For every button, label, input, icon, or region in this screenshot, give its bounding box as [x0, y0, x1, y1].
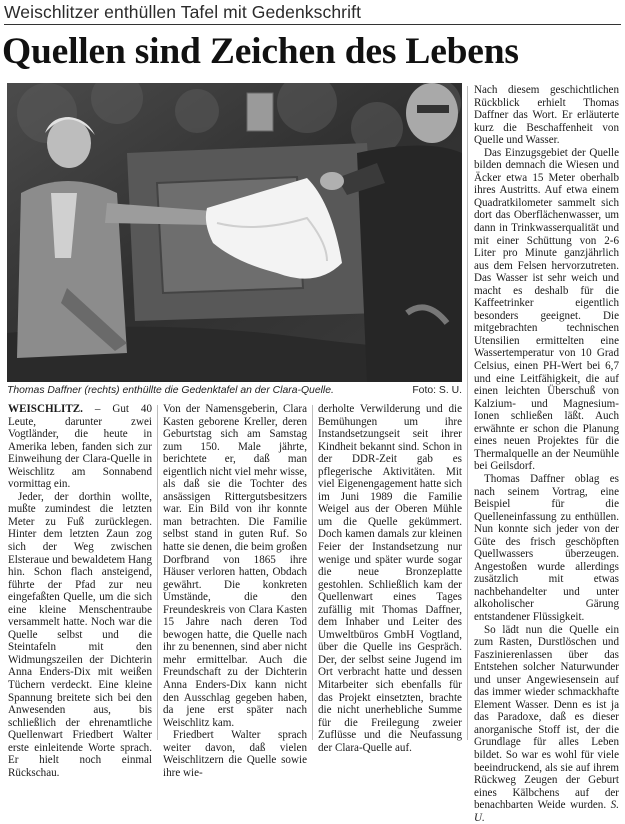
paragraph: Jeder, der dorthin wollte, mußte zumindest die letzten Meter zu Fuß zurücklegen. Hinter dem letzten Zaun zog sich der Weg zwischen Elsteraue und bewaldetem Hang hin. Schon flach ansteigend, führte der Pfad zur neu eingefaßten Quelle, um die sich eine kleine Menschentraube versammelt hatte. Noch war die Quelle selbst und die Steintafeln mit den Widmungszeilen der Dichterin Anna Enders-Dix mit weißen Tüchern verdeckt. Eine kleine Spannung breitete sich bei den Anwesenden aus, bis schließlich der ehrenamtliche Quellenwart Friedbert Walter erste einleitende Worte sprach. Er hielt noch einmal Rückschau.: [8, 490, 152, 779]
caption-text: Thomas Daffner (rechts) enthüllte die Gedenktafel an der Clara-Quelle.: [7, 385, 334, 396]
column-4: [474, 84, 619, 824]
article-photo: [7, 83, 462, 382]
author-signature: S. U.: [474, 799, 619, 824]
paragraph: Das Einzugsgebiet der Quelle bilden demnach die Wiesen und Äcker etwa 15 Meter oberhalb ihres Austritts. Auf etwa einem Quadratkilometer sammelt sich dort das Oberflächenwasser, um dann in Trinkwasserqualität und mit einer Schüttung von 2-6 Liter pro Minute ganzjährlich aus dem Felsen hervorzutreten. Das Wasser ist sehr weich und macht es deshalb für die Kaffeetrinker eigentlich besonders geeignet. Die mitgebrachten technischen Utensilien ermittelten eine Wassertemperatur von 10 Grad Celsius, einen PH-Wert bei 6,7 und eine Leitfähigkeit, die auf einen leichten Überschuß von Kalzium- und Magnesium-Ionen schließen läßt. Auch erwähnte er schon die Planung eines neuen Projektes für die Thermalquelle an der Neumühle bei Geilsdorf.: [474, 146, 619, 473]
column-1: [8, 403, 152, 779]
paragraph: [8, 403, 152, 491]
paragraph: Von der Namensgeberin, Clara Kasten geborene Kreller, deren Geburtstag sich am Samstag zum 150. Male jährte, berichtete er, daß man eigentlich nicht viel mehr wisse, als daß sie die Tochter des ansässigen Rittergutsbesitzers war. Ein Bild von ihr konnte man betrachten. Die Familie selbst stand in guten Ruf. So hatte sie denen, die beim großen Dorfbrand von 1865 ihre Häuser verloren hatten, Obdach gewährt. Die konkreten Umstände, die den Freundeskreis von Clara Kasten 15 Jahre nach deren Tod bewogen hatte, die Quelle nach ihr zu benennen, sind aber nicht mehr ermittelbar. Auch die Freundschaft zu der Dichterin Anna Enders-Dix kann nicht den Ausschlag gegeben haben, da jene erst später nach Weischlitz kam.: [163, 403, 307, 729]
photo-caption: [7, 385, 462, 396]
paragraph: derholte Verwilderung und die Bemühungen um ihre Instandsetzungseit seit ihrer Kindheit bekannt sind. Schon in der DDR-Zeit gab es pflegerische Aktivitäten. Mit viel Eigenengagement hatte sich im Juni 1989 die Familie Weigel aus der Oberen Mühle um die Quelle gekümmert. Doch kamen damals zur kleinen Feier der Instandsetzung nur wenige und später wurde sogar die neue Bronzeplatte gestohlen. Schließlich kam der Quellenwart eines Tages zufällig mit Thomas Daffner, dem Inhaber und Leiter des Umweltbüros GmbH Vogtland, über die Quelle ins Gespräch. Der, der selbst seine Jugend im Ort verbracht hatte und dessen Mitarbeiter sich ebenfalls für das Projekt einsetzten, brachte die nicht unerhebliche Summe für die Freilegung zweier Zuflüsse und die Neufassung der Clara-Quelle auf.: [318, 403, 462, 754]
column-divider: [312, 405, 313, 740]
headline: Quellen sind Zeichen des Lebens: [2, 31, 519, 72]
kicker-rule: [4, 24, 621, 25]
paragraph: Thomas Daffner oblag es nach seinem Vortrag, eine Beispiel für die Quelleneinfassung zu enthüllen. Nun konnte sich jeder von der Güte des frisch geschöpften Quellwassers überzeugen. Angestoßen wurde allerdings zusätzlich mit etwas nachbehandelter und unter alkoholischer Gärung entstandener Flüssigkeit.: [474, 472, 619, 623]
column-3: [318, 403, 462, 754]
photo-credit: Foto: S. U.: [412, 385, 462, 396]
column-2: [163, 403, 307, 779]
paragraph-text: So lädt nun die Quelle ein zum Rasten, Durstlöschen und Faszinierenlassen über das Entstehen solcher Naturwunder und unser Angewiesensein auf das immer wieder schmackhafte Element Wasser. Denn es ist ja das Paradoxe, daß es dieser anorganische Stoff ist, der die Grundlage für alles Leben bildet. So war es wohl für viele beeindruckend, als sie auf ihrem Rückweg Zeugen der Geburt eines Kälbchens auf der benachbarten Weide wurden.: [474, 623, 619, 812]
kicker-line: Weischlitzer enthüllen Tafel mit Gedenkschrift: [4, 2, 362, 22]
dateline: WEISCHLITZ.: [8, 403, 83, 415]
column-divider: [157, 405, 158, 740]
paragraph: Friedbert Walter sprach weiter davon, daß vielen Weischlitzern die Quelle sowie ihre wie-: [163, 729, 307, 779]
paragraph: [474, 624, 619, 824]
paragraph-text: – Gut 40 Leute, darunter zwei Vogtländer, die heute in Amerika leben, fanden sich zur Einweihung der Clara-Quelle in Weischlitz am Sonnabend vormittag ein.: [8, 403, 152, 491]
paragraph: Nach diesem geschichtlichen Rückblick erhielt Thomas Daffner das Wort. Er erläuterte kurz die Beschaffenheit von Quelle und Wasser.: [474, 84, 619, 147]
photo-illustration: [7, 83, 462, 382]
column-divider: [467, 86, 468, 740]
